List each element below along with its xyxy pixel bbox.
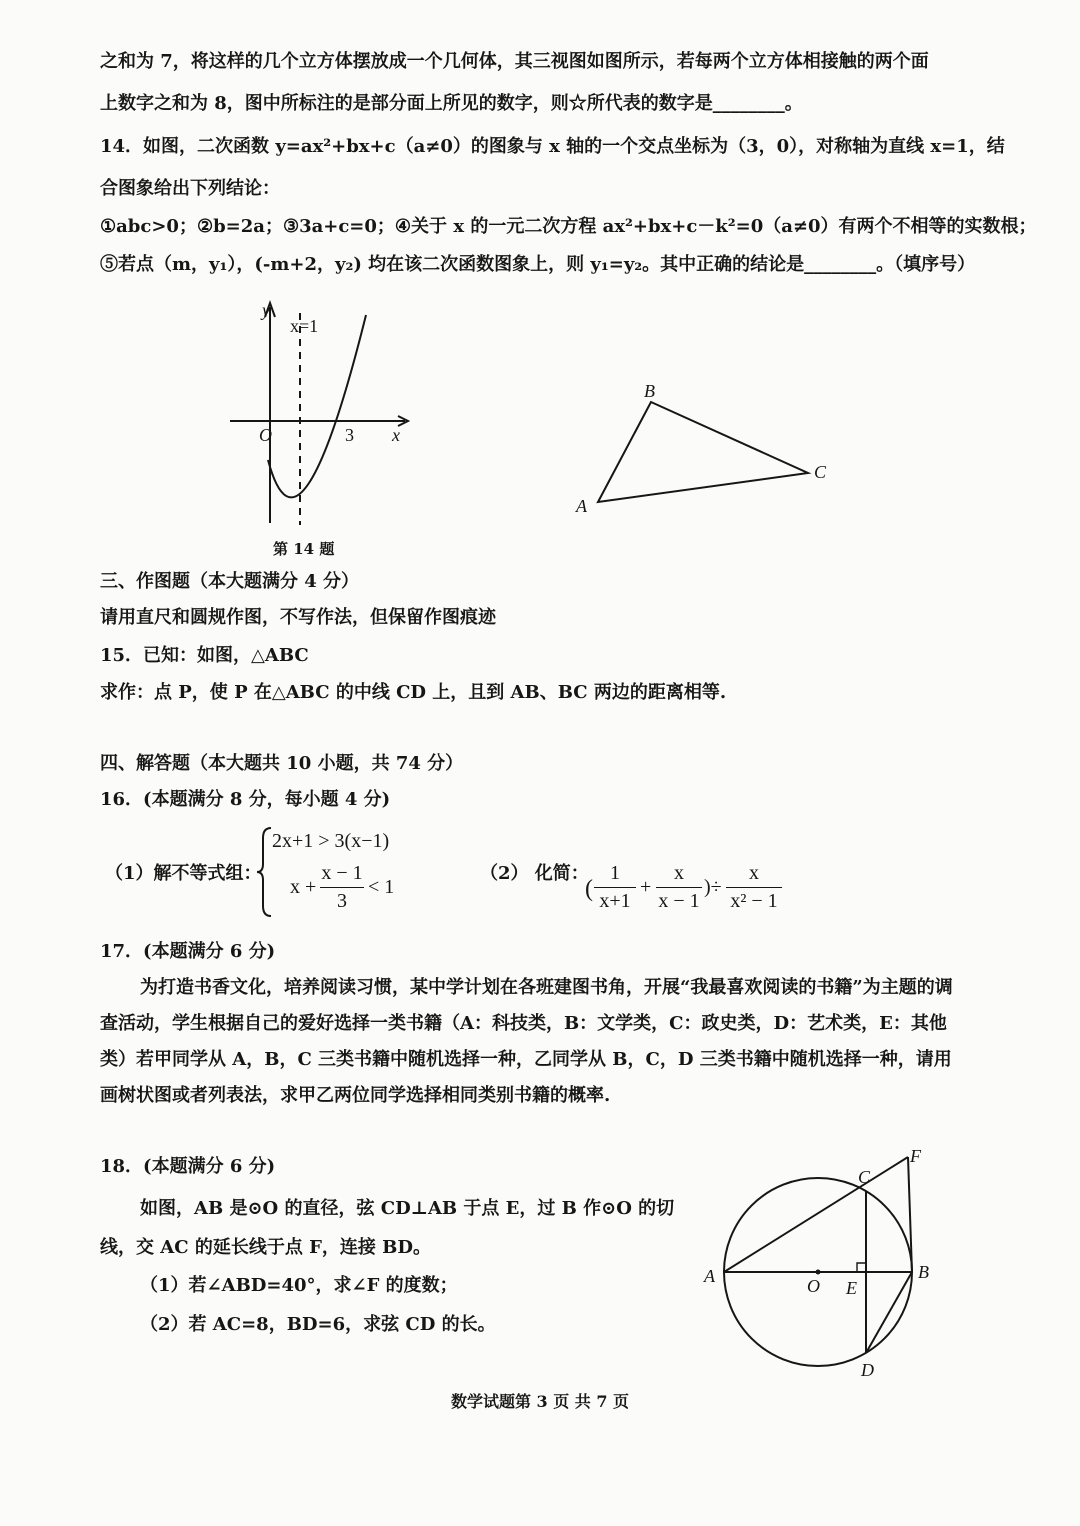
q14-line-3: ①abc>0；②b=2a；③3a+c=0；④关于 x 的一元二次方程 ax²+bx+c－k²=0（a≠0）有两个不相等的实数根； [100,216,1037,237]
q18-header: 18．(本题满分 6 分) [100,1156,276,1177]
q14-line-2: 合图象给出下列结论： [100,178,280,199]
fraction-numerator: x [749,862,759,884]
circle-label-e: E [846,1278,857,1298]
triangle-label-c: C [814,462,827,482]
circle-label-b: B [918,1262,929,1282]
q16-part2-label: （2） 化简： [480,863,589,884]
plus-sign: + [640,876,652,898]
circle-label-o: O [807,1276,820,1296]
center-dot [816,1270,821,1275]
q16-inequality-2-left: x + [290,876,317,898]
circle-label-d: D [861,1360,874,1380]
open-paren: ( [585,876,593,902]
q17-line-3: 类）若甲同学从 A，B，C 三类书籍中随机选择一种，乙同学从 B，C，D 三类书籍中随机选择一种，请用 [100,1049,952,1070]
fraction-denominator: x² − 1 [730,890,778,912]
q16-part1-label: （1）解不等式组： [105,863,262,884]
q16-inequality-2-right: < 1 [368,876,395,898]
origin-label: O [259,425,272,445]
page-footer: 数学试题第 3 页 共 7 页 [450,1392,630,1411]
q14-line-4: ⑤若点（m，y₁），(-m+2，y₂) 均在该二次函数图象上，则 y₁=y₂。其中正确的结论是________。（填序号） [100,254,976,275]
q18-line-1: 如图，AB 是⊙O 的直径，弦 CD⊥AB 于点 E，过 B 作⊙O 的切 [140,1198,675,1219]
q17-header: 17．(本题满分 6 分) [100,941,276,962]
q16-fraction-3 [726,862,782,913]
q13-line-1: 之和为 7，将这样的几个立方体摆放成一个几何体，其三视图如图所示，若每两个立方体相接触的两个面 [100,51,929,72]
circle-label-f: F [910,1146,921,1166]
circle-label-c: C [858,1167,871,1187]
q14-line-1: 14．如图，二次函数 y=ax²+bx+c（a≠0）的图象与 x 轴的一个交点坐标为（3，0），对称轴为直线 x=1，结 [100,136,1005,157]
q14-caption: 第 14 题 [273,540,335,558]
section4-title: 四、解答题（本大题共 10 小题，共 74 分） [100,753,464,774]
symmetry-axis-label: x=1 [290,316,319,336]
parabola-graph [220,295,420,535]
q16-fraction-2 [656,862,702,913]
q16-header: 16．(本题满分 8 分，每小题 4 分) [100,789,391,810]
triangle-label-a: A [576,496,587,516]
fraction-numerator: 1 [610,862,620,884]
fraction-denominator: x − 1 [658,890,700,912]
fraction-denominator: 3 [337,890,347,912]
q17-line-4: 画树状图或者列表法，求甲乙两位同学选择相同类别书籍的概率. [100,1085,611,1106]
parabola-curve [268,315,366,497]
q15-task: 求作：点 P，使 P 在△ABC 的中线 CD 上，且到 AB、BC 两边的距离相等. [100,682,727,703]
root-label: 3 [345,425,354,445]
fraction-numerator: x [674,862,684,884]
q16-inequality-1: 2x+1 > 3(x−1) [272,830,390,852]
q18-part-2: （2）若 AC=8，BD=6，求弦 CD 的长。 [140,1314,496,1335]
triangle-label-b: B [644,381,655,401]
line-af [724,1157,908,1272]
section3-title: 三、作图题（本大题满分 4 分） [100,571,360,592]
circle-label-a: A [704,1266,715,1286]
segment-bd [866,1272,912,1353]
x-axis-label: x [392,425,400,445]
y-axis-label: y [262,300,270,320]
q16-fraction-1 [594,862,636,913]
triangle-figure [580,385,820,515]
q15-known: 15．已知：如图，△ABC [100,645,309,666]
fraction-numerator: x − 1 [321,862,363,884]
q13-line-2: 上数字之和为 8，图中所标注的是部分面上所见的数字，则☆所代表的数字是________。 [100,93,803,114]
q18-line-2: 线，交 AC 的延长线于点 F，连接 BD。 [100,1237,431,1258]
q16-inequality-2-fraction [320,862,364,913]
q17-line-1: 为打造书香文化，培养阅读习惯，某中学计划在各班建图书角，开展“我最喜欢阅读的书籍”为主题的调 [140,977,953,998]
right-angle-mark [857,1263,866,1272]
fraction-denominator: x+1 [599,890,631,912]
q18-part-1: （1）若∠ABD=40°，求∠F 的度数； [140,1275,458,1296]
section3-instruction: 请用直尺和圆规作图，不写作法，但保留作图痕迹 [100,607,496,628]
circle-figure [700,1140,940,1380]
q17-line-2: 查活动，学生根据自己的爱好选择一类书籍（A：科技类，B：文学类，C：政史类，D：艺术类，E：其他 [100,1013,947,1034]
close-paren-divide: )÷ [704,876,722,898]
